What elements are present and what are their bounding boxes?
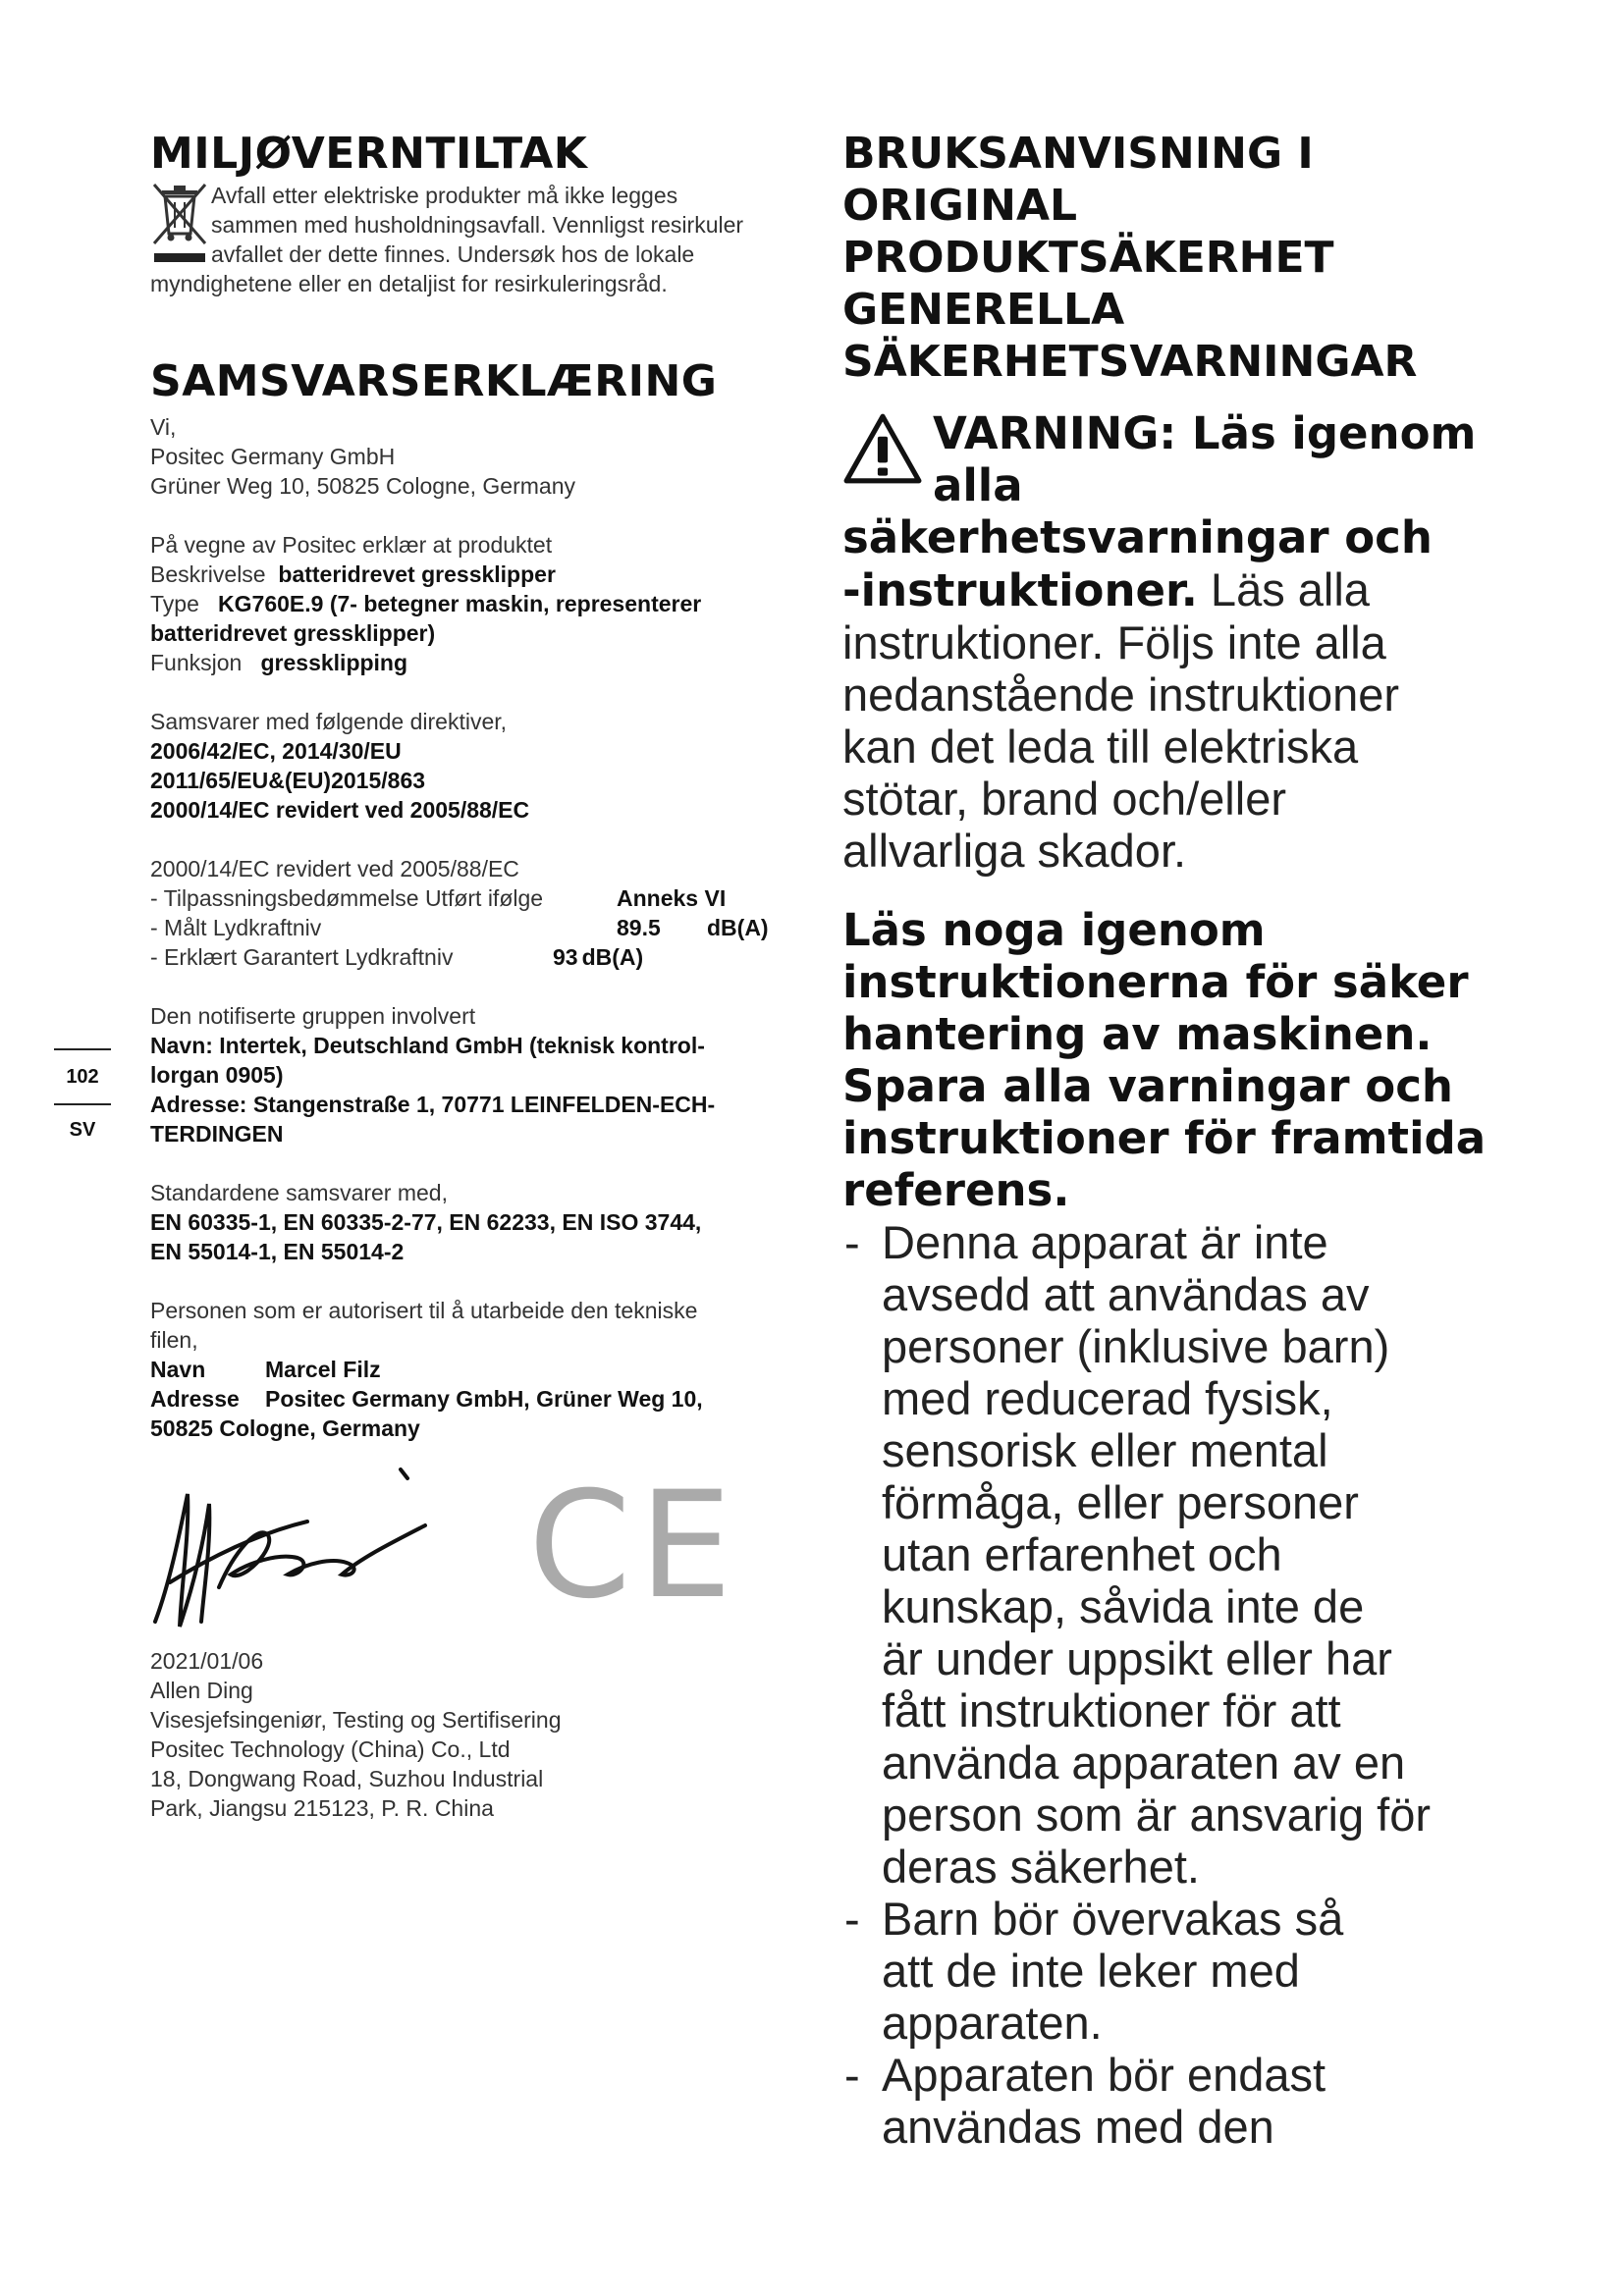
right-column (842, 128, 1510, 2153)
env-line: sammen med husholdningsavfall. Vennligst resirkuler (211, 212, 744, 238)
warning-title-cont: säkerhetsvarningar och (842, 511, 1433, 563)
signer-line: Positec Technology (China) Co., Ltd (150, 1736, 511, 1762)
read-instructions: referens. (842, 1164, 1070, 1216)
desc-label: Beskrivelse (150, 561, 266, 587)
signer-line: Allen Ding (150, 1678, 253, 1703)
signer-line: Visesjefsingeniør, Testing og Sertifisering (150, 1707, 562, 1733)
declare-intro: På vegne av Positec erklær at produktet (150, 532, 553, 558)
env-heading: MILJØVERNTILTAK (150, 129, 588, 179)
notified-intro: Den notifiserte gruppen involvert (150, 1003, 476, 1029)
left-column (150, 128, 808, 1823)
warning-text: stötar, brand och/eller (842, 773, 1286, 825)
page-number: 102 (66, 1066, 99, 1088)
auth-address-cont: 50825 Cologne, Germany (150, 1415, 420, 1441)
type-value: KG760E.9 (7- betegner maskin, representerer (218, 591, 702, 616)
signer-line: 2021/01/06 (150, 1648, 264, 1674)
warning-text: allvarliga skador. (842, 825, 1187, 877)
signer-line: 18, Dongwang Road, Suzhou Industrial (150, 1766, 544, 1791)
env-line: avfallet der dette finnes. Undersøk hos de lokale (211, 241, 695, 267)
notified-name: Navn: Intertek, Deutschland GmbH (teknisk kontrol- (150, 1033, 705, 1058)
manual-heading: GENERELLA (842, 285, 1125, 335)
page-marker (54, 1048, 111, 1156)
env-section (150, 181, 808, 298)
noise-intro: 2000/14/EC revidert ved 2005/88/EC (150, 856, 519, 881)
read-instructions: Läs noga igenom (842, 904, 1266, 956)
address-line: Vi, (150, 414, 177, 440)
manual-heading: SÄKERHETSVARNINGAR (842, 337, 1418, 387)
warning-title-cont: -instruktioner. (842, 564, 1198, 616)
noise-row: - Målt Lydkraftniv 89.5 dB(A) (150, 915, 769, 940)
noise-row: - Tilpassningsbedømmelse Utført ifølge Anneks VI (150, 885, 727, 911)
list-item: - Barn bör övervakas så att de inte leker med apparaten. (844, 1893, 1344, 2049)
notified-address-cont: TERDINGEN (150, 1121, 284, 1147)
auth-intro: Personen som er autorisert til å utarbeide den tekniske (150, 1298, 698, 1323)
env-line: Avfall etter elektriske produkter må ikke legges (211, 183, 678, 208)
signature-image (150, 1465, 484, 1641)
list-item: - Denna apparat är inte avsedd att användas av personer (inklusive barn) med reducerad fysisk, sensorisk eller mental förmåga, eller personer utan erfarenhet och kunskap, såvida inte de är under uppsikt eller har fått instruktioner för att använda apparaten av en person som är ansvarig för deras säkerhet. (844, 1216, 1432, 1893)
type-value-cont: batteridrevet gressklipper) (150, 620, 436, 646)
standards-intro: Standardene samsvarer med, (150, 1180, 448, 1205)
func-value: gressklipping (260, 650, 408, 675)
func-label: Funksjon (150, 650, 243, 675)
standards-item: EN 60335-1, EN 60335-2-77, EN 62233, EN ISO 3744, (150, 1209, 702, 1235)
directive-item: 2000/14/EC revidert ved 2005/88/EC (150, 797, 530, 823)
address-line: Positec Germany GmbH (150, 444, 396, 469)
read-instructions: Spara alla varningar och (842, 1060, 1453, 1112)
warning-triangle-icon (842, 411, 923, 486)
env-line: myndighetene eller en detaljist for resirkuleringsråd. (150, 271, 668, 296)
warning-text: nedanstående instruktioner (842, 668, 1400, 721)
list-item: - Apparaten bör endast användas med den (844, 2049, 1326, 2153)
address-line: Grüner Weg 10, 50825 Cologne, Germany (150, 473, 575, 499)
signer-line: Park, Jiangsu 215123, P. R. China (150, 1795, 494, 1821)
page-language: SV (69, 1119, 96, 1141)
read-instructions: instruktionerna för säker (842, 956, 1469, 1008)
signature-area (150, 1461, 808, 1646)
ce-mark: CE (528, 1461, 740, 1631)
directive-item: 2011/65/EU&(EU)2015/863 (150, 768, 426, 793)
auth-intro-cont: filen, (150, 1327, 198, 1353)
warning-text: instruktioner. Följs inte alla (842, 616, 1386, 668)
desc-value: batteridrevet gressklipper (278, 561, 556, 587)
manual-heading: PRODUKTSÄKERHET (842, 233, 1334, 283)
auth-name-row: Navn Marcel Filz (150, 1357, 381, 1382)
safety-list (842, 1216, 1510, 2153)
auth-address-row: Adresse Positec Germany GmbH, Grüner Weg 10, (150, 1386, 703, 1412)
warning-title: VARNING: Läs igenom (933, 407, 1477, 459)
directives-intro: Samsvarer med følgende direktiver, (150, 709, 508, 734)
noise-row: - Erklært Garantert Lydkraftniv 93 dB(A) (150, 944, 644, 970)
notified-address: Adresse: Stangenstraße 1, 70771 LEINFELDEN-ECH- (150, 1092, 716, 1117)
directive-item: 2006/42/EC, 2014/30/EU (150, 738, 402, 764)
warning-text: kan det leda till elektriska (842, 721, 1359, 773)
doc-heading: SAMSVARSERKLÆRING (150, 356, 718, 406)
warning-block (842, 407, 1510, 511)
weee-bin-icon (150, 181, 209, 267)
notified-name-cont: lorgan 0905) (150, 1062, 284, 1088)
warning-text: Läs alla (1197, 563, 1370, 615)
read-instructions: instruktioner för framtida (842, 1112, 1487, 1164)
manual-heading: ORIGINAL (842, 181, 1078, 231)
read-instructions: hantering av maskinen. (842, 1008, 1433, 1060)
type-label: Type (150, 591, 199, 616)
standards-item: EN 55014-1, EN 55014-2 (150, 1239, 405, 1264)
manual-heading: BRUKSANVISNING I (842, 129, 1314, 179)
warning-title-cont: alla (933, 459, 1023, 511)
